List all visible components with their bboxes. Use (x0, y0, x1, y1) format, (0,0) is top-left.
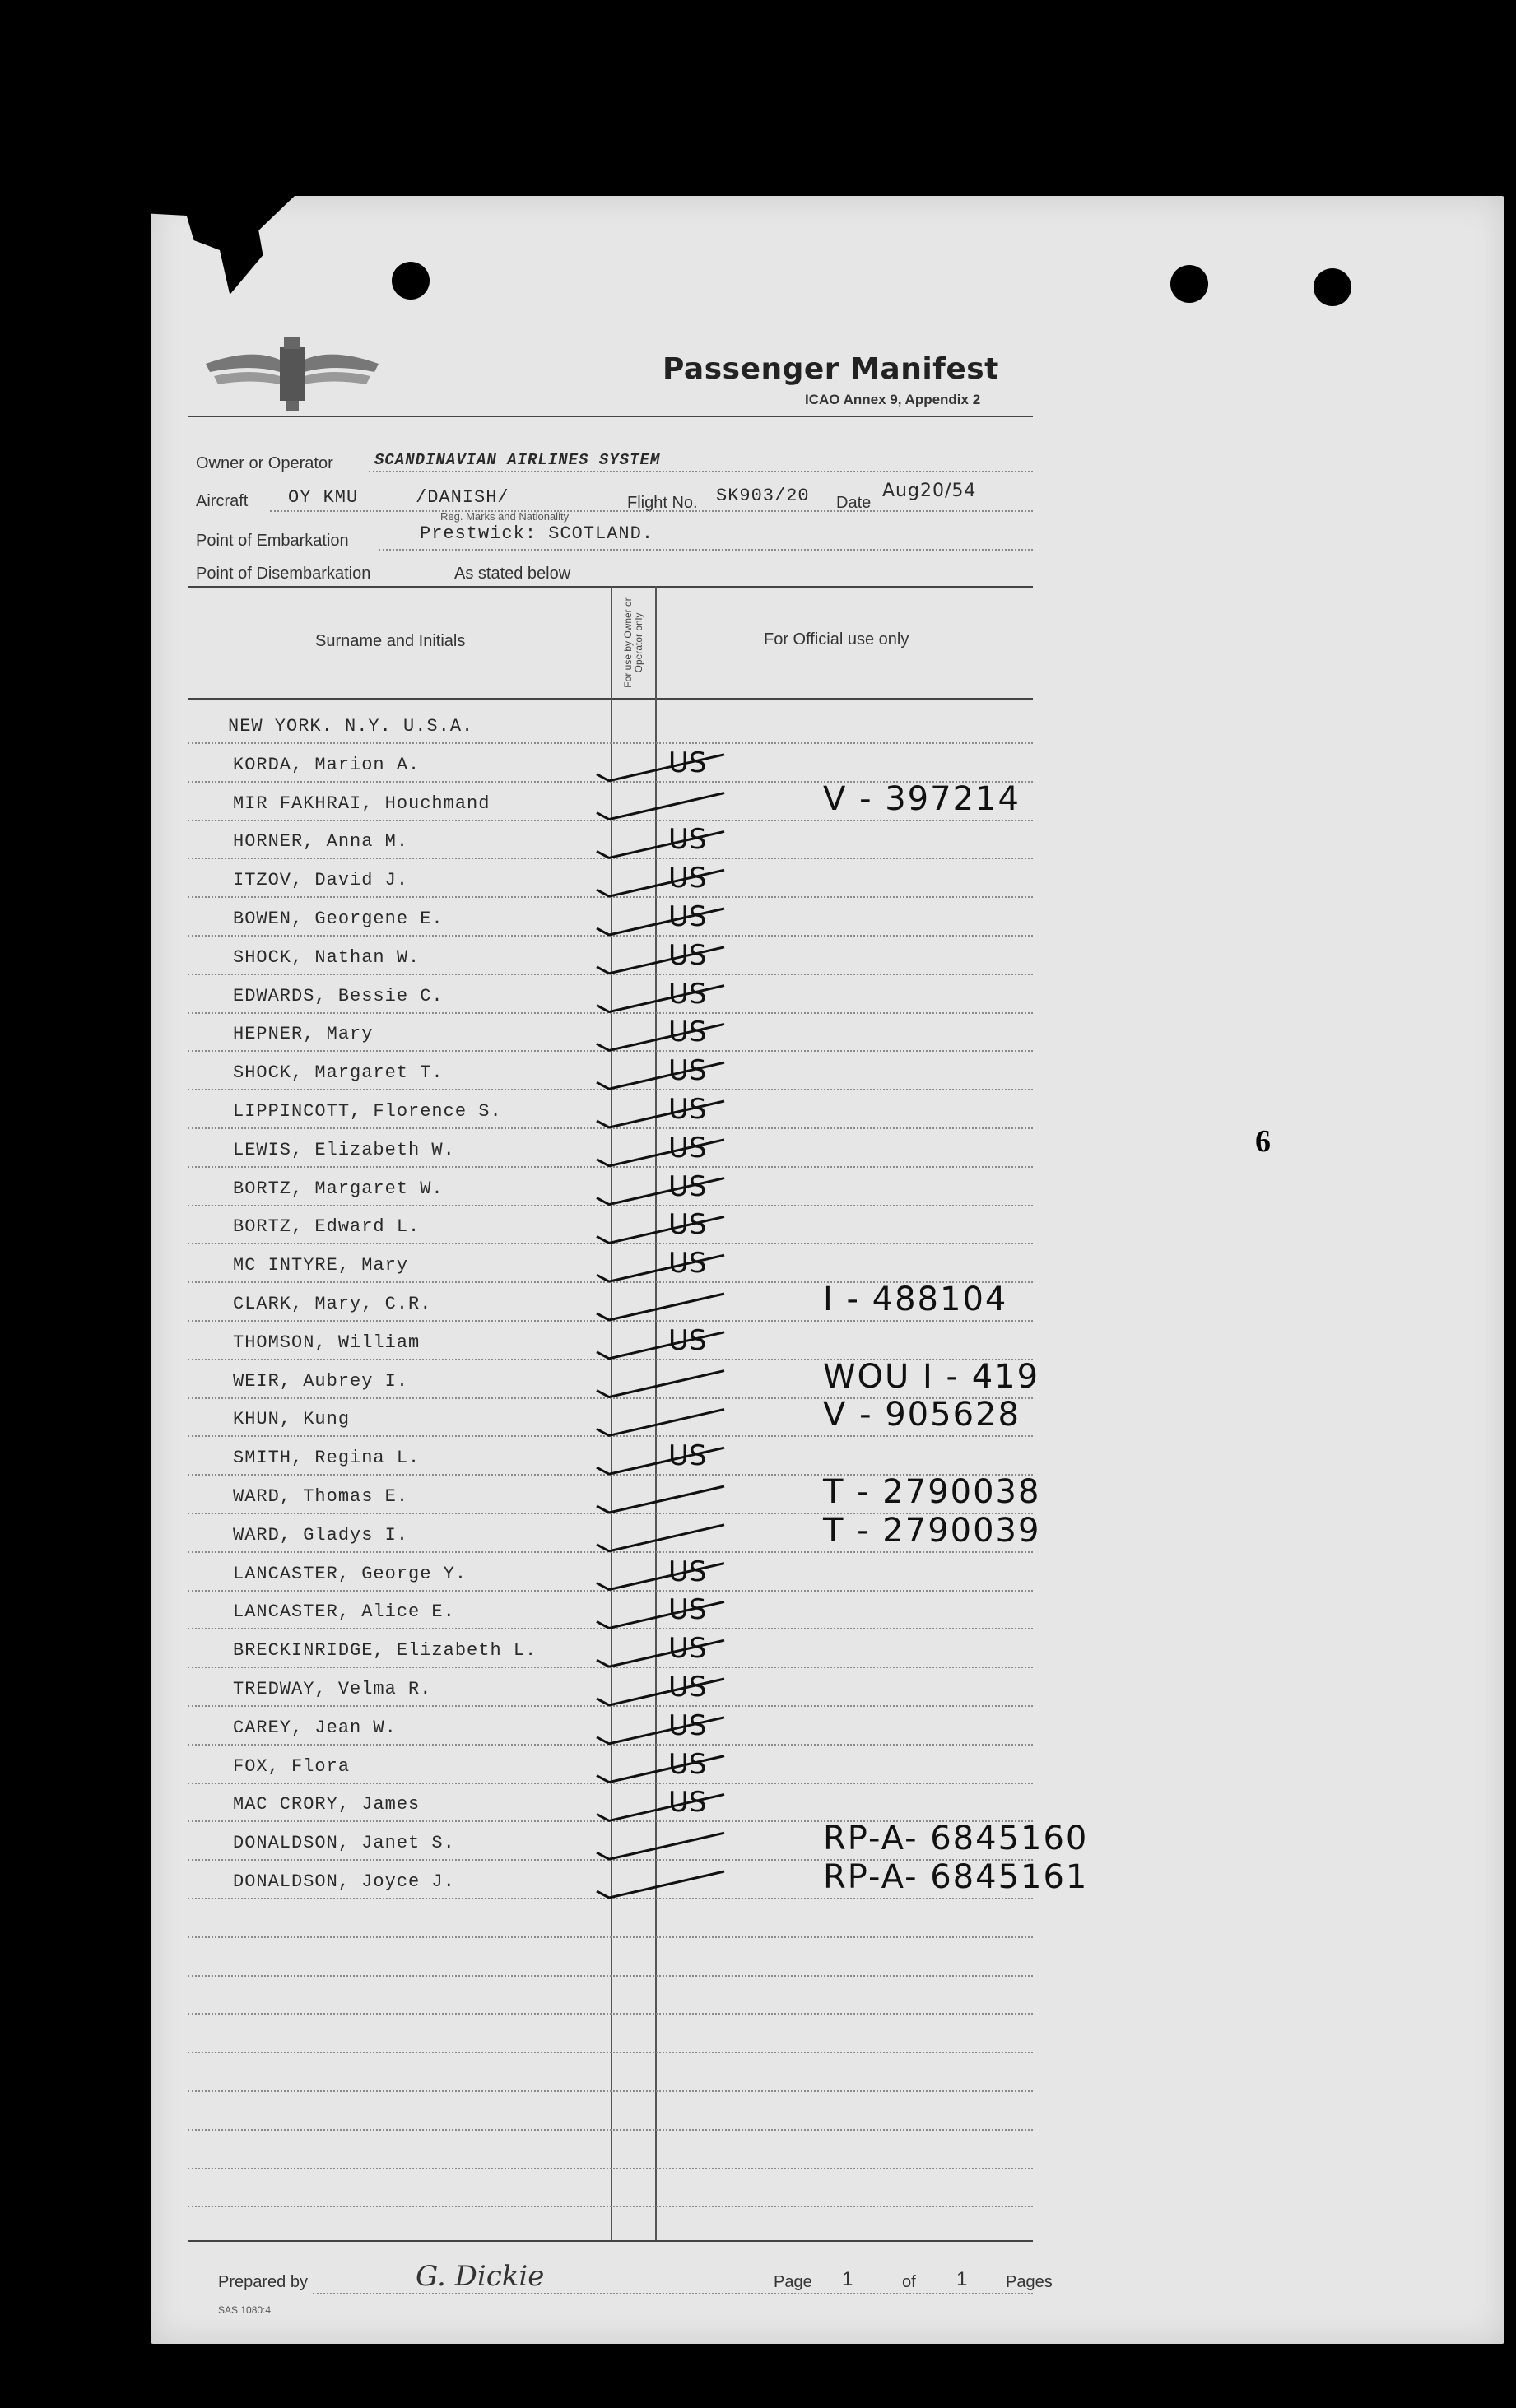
owner-label: Owner or Operator (196, 454, 333, 472)
visa-number: WOU I - 419 (823, 1357, 1040, 1396)
check-mark (597, 1332, 724, 1359)
date-label: Date (836, 494, 872, 512)
passenger-name: DONALDSON, Janet S. (233, 1833, 455, 1854)
us-stamp: US (668, 1632, 707, 1666)
visa-number: T - 2790038 (823, 1473, 1041, 1511)
disembark-label: Point of Disembarkation (196, 565, 371, 583)
page-label: Page (774, 2273, 812, 2291)
us-stamp: US (668, 746, 707, 779)
side-page-number: 6 (1255, 1124, 1271, 1159)
prepared-by-signature: G. Dickie (416, 2260, 545, 2293)
passenger-name: CLARK, Mary, C.R. (233, 1294, 432, 1314)
us-stamp: US (668, 1555, 707, 1588)
passenger-name: MIR FAKHRAI, Houchmand (233, 793, 491, 814)
passenger-name: THOMSON, William (233, 1332, 421, 1353)
check-mark (597, 909, 724, 935)
prepared-by-label: Prepared by (218, 2273, 308, 2291)
check-mark (597, 1756, 724, 1783)
passenger-name: MC INTYRE, Mary (233, 1255, 409, 1276)
passenger-name: DONALDSON, Joyce J. (233, 1871, 455, 1892)
us-stamp: US (668, 1054, 707, 1088)
passenger-name: NEW YORK. N.Y. U.S.A. (228, 716, 474, 737)
check-mark (597, 1216, 724, 1243)
us-stamp: US (668, 1323, 707, 1357)
page-title: Passenger Manifest (663, 352, 999, 386)
visa-number: V - 397214 (823, 779, 1021, 818)
check-mark (597, 1255, 724, 1281)
passenger-name: BRECKINRIDGE, Elizabeth L. (233, 1640, 537, 1662)
passenger-name: BORTZ, Edward L. (233, 1216, 421, 1238)
of-label: of (902, 2273, 916, 2291)
passenger-name: LANCASTER, Alice E. (233, 1601, 455, 1623)
passenger-name: WARD, Thomas E. (233, 1486, 409, 1507)
check-mark (597, 793, 724, 820)
owner-value: SCANDINAVIAN AIRLINES SYSTEM (374, 451, 661, 469)
passenger-name: LIPPINCOTT, Florence S. (233, 1101, 502, 1122)
us-stamp: US (668, 1786, 707, 1820)
visa-number: RP-A- 6845161 (823, 1858, 1089, 1896)
check-mark (597, 1525, 724, 1551)
check-mark (597, 1140, 724, 1166)
passenger-name: SHOCK, Nathan W. (233, 946, 421, 968)
check-mark (597, 1833, 724, 1859)
us-stamp: US (668, 862, 707, 895)
disembark-value: As stated below (454, 565, 571, 583)
flight-value: SK903/20 (716, 486, 810, 506)
check-mark (597, 755, 724, 781)
check-mark (597, 1294, 724, 1320)
reg-marks-caption: Reg. Marks and Nationality (440, 510, 570, 523)
us-stamp: US (668, 1439, 707, 1473)
visa-number: I - 488104 (823, 1281, 1008, 1318)
passenger-name: CAREY, Jean W. (233, 1717, 397, 1738)
us-stamp: US (668, 900, 707, 933)
passenger-name: FOX, Flora (233, 1755, 351, 1777)
check-mark (597, 1718, 724, 1744)
passenger-name: EDWARDS, Bessie C. (233, 985, 444, 1006)
us-stamp: US (668, 1208, 707, 1242)
page-total: 1 (956, 2268, 968, 2290)
check-mark (597, 1486, 724, 1513)
passenger-name: HEPNER, Mary (233, 1024, 374, 1045)
passenger-name: MAC CRORY, James (233, 1794, 421, 1815)
passenger-name: TREDWAY, Velma R. (233, 1679, 432, 1699)
date-value: Aug20/54 (882, 481, 977, 501)
check-mark (597, 1640, 724, 1667)
embark-value: Prestwick: SCOTLAND. (420, 523, 654, 544)
check-mark (597, 947, 724, 974)
surname-column-header: Surname and Initials (315, 632, 466, 650)
visa-number: V - 905628 (823, 1396, 1021, 1434)
us-stamp: US (668, 977, 707, 1011)
us-stamp: US (668, 1016, 707, 1049)
us-stamp: US (668, 1093, 707, 1126)
passenger-name: KORDA, Marion A. (233, 754, 421, 775)
visa-number: RP-A- 6845160 (823, 1820, 1089, 1858)
us-stamp: US (668, 1708, 707, 1742)
check-mark (597, 831, 724, 858)
us-stamp: US (668, 1671, 707, 1704)
passenger-name: WARD, Gladys I. (233, 1524, 409, 1546)
us-stamp: US (668, 1593, 707, 1627)
check-mark (597, 986, 724, 1012)
check-mark (597, 1062, 724, 1089)
passenger-name: SMITH, Regina L. (233, 1448, 421, 1469)
visa-number: T - 2790039 (823, 1511, 1041, 1550)
check-mark (597, 1409, 724, 1435)
nationality-value: /DANISH/ (416, 487, 509, 508)
aircraft-value: OY KMU (288, 487, 359, 508)
official-column-header: For Official use only (764, 630, 909, 648)
check-mark (597, 1564, 724, 1590)
check-mark (597, 1794, 724, 1820)
passenger-name: SHOCK, Margaret T. (233, 1062, 444, 1084)
check-mark (597, 1371, 724, 1397)
form-code: SAS 1080:4 (218, 2304, 272, 2316)
page-number: 1 (842, 2268, 853, 2290)
check-mark (597, 1178, 724, 1205)
passenger-name: LANCASTER, George Y. (233, 1563, 467, 1584)
passenger-name: HORNER, Anna M. (233, 831, 409, 853)
check-mark (597, 870, 724, 896)
check-mark (597, 1871, 724, 1898)
us-stamp: US (668, 1247, 707, 1281)
embark-label: Point of Embarkation (196, 532, 349, 550)
aircraft-label: Aircraft (196, 492, 249, 510)
passenger-name: LEWIS, Elizabeth W. (233, 1139, 455, 1160)
check-mark (597, 1024, 724, 1050)
page-subtitle: ICAO Annex 9, Appendix 2 (805, 392, 981, 407)
us-stamp: US (668, 938, 707, 972)
check-mark (597, 1601, 724, 1628)
passenger-name: BOWEN, Georgene E. (233, 909, 444, 929)
passenger-name: BORTZ, Margaret W. (233, 1178, 444, 1199)
check-mark (597, 1448, 724, 1474)
pages-label: Pages (1006, 2273, 1053, 2291)
us-stamp: US (668, 1169, 707, 1203)
flight-label: Flight No. (627, 494, 698, 512)
check-mark (597, 1679, 724, 1705)
us-stamp: US (668, 823, 707, 857)
us-stamp: US (668, 1747, 707, 1781)
passenger-name: KHUN, Kung (233, 1409, 351, 1430)
check-mark (597, 1101, 724, 1127)
passenger-name: ITZOV, David J. (233, 870, 409, 891)
passenger-name: WEIR, Aubrey I. (233, 1370, 409, 1392)
owner-use-column-header: For use by Owner or Operator only (622, 597, 644, 688)
us-stamp: US (668, 1131, 707, 1164)
